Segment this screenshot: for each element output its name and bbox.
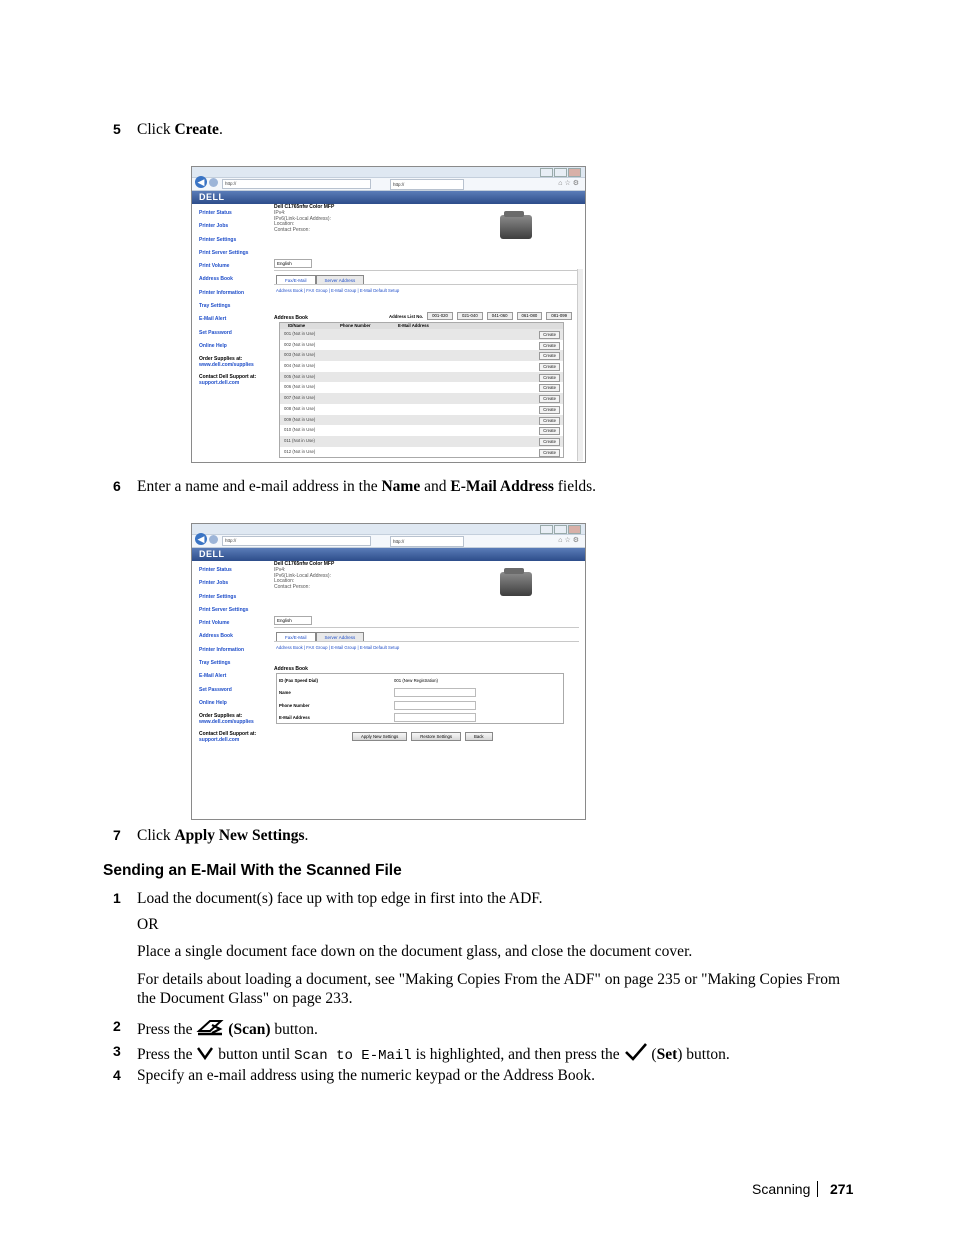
id-value: 001 (New Registration): [394, 678, 438, 683]
browser-tab: http://: [390, 179, 464, 190]
table-row: [280, 404, 563, 415]
field-label: E-Mail Address: [279, 715, 310, 720]
range-button: 081-099: [546, 312, 572, 320]
table-row: [280, 447, 563, 458]
paren-open: (: [651, 1046, 657, 1063]
sidebar: [199, 207, 271, 386]
page-number: 271: [830, 1181, 854, 1197]
row-label: 002 (Not in Use): [284, 341, 316, 347]
restore-settings-button: Restore Settings: [411, 732, 461, 741]
screenshot-address-book-list: [191, 166, 586, 463]
sidebar-item: Printer Status: [199, 567, 232, 573]
range-button: 021-040: [457, 312, 483, 320]
step-text-after: .: [218, 121, 223, 138]
table-row: [280, 329, 563, 340]
table-row: [280, 361, 563, 372]
window-titlebar: [192, 167, 585, 178]
menu-item-code: Scan to E-Mail: [294, 1048, 412, 1064]
row-label: 009 (Not in Use): [284, 416, 316, 422]
step-number: 3: [113, 1043, 121, 1059]
step-text: [137, 120, 223, 139]
sidebar-item: Online Help: [199, 342, 227, 349]
step-number: 6: [113, 478, 121, 494]
sidebar-item: Print Server Settings: [199, 606, 249, 613]
table-row: [280, 393, 563, 404]
step-text: [137, 1042, 730, 1066]
step-text: Place a single document face down on the document glass, and close the document cover.: [137, 943, 693, 960]
row-label: 008 (Not in Use): [284, 405, 316, 411]
step-text: Load the document(s) face up with top edge in first into the ADF.: [137, 890, 543, 907]
range-button: 061-080: [517, 312, 543, 320]
step-number: 4: [113, 1067, 121, 1083]
chevron-down-icon: [196, 1045, 214, 1061]
form-buttons: [352, 732, 493, 741]
product-info: [274, 562, 334, 591]
sidebar-item: Printer Jobs: [199, 580, 229, 587]
order-label: Order Supplies at:: [199, 713, 243, 720]
divider: [274, 641, 579, 642]
url-field: http://: [222, 536, 371, 546]
address-list-ranges: [389, 312, 572, 320]
product-name: Dell C1765nfw Color MFP: [274, 561, 335, 567]
table-row: [280, 372, 563, 383]
support-link: support.dell.com: [199, 380, 240, 387]
row-label: 006 (Not in Use): [284, 384, 316, 390]
address-bar: [192, 535, 585, 548]
ipv4-label: IPv4:: [274, 566, 286, 573]
table-row: [280, 415, 563, 426]
create-button: Create: [539, 352, 560, 360]
close-icon: [568, 525, 581, 534]
step-number: 5: [113, 121, 121, 137]
sidebar-item: Print Volume: [199, 620, 230, 627]
create-button: Create: [539, 395, 560, 403]
name-label: Name: [381, 478, 421, 495]
sidebar-item: Printer Settings: [199, 593, 237, 600]
support-label: Contact Dell Support at:: [199, 374, 257, 381]
tab-server-address: Server Address: [316, 275, 365, 285]
field-label: ID (Fax Speed Dial): [279, 678, 318, 683]
create-button: Create: [539, 363, 560, 371]
scan-icon: [196, 1017, 224, 1039]
contact-label: Contact Person:: [274, 584, 310, 591]
sidebar-item: Set Password: [199, 329, 232, 336]
sub-links: Address Book | FAX Group | E-Mail Group | E-Mail Default Setup: [276, 288, 400, 293]
product-name: Dell C1765nfw Color MFP: [274, 204, 335, 210]
create-button: Create: [539, 438, 560, 446]
row-label: 005 (Not in Use): [284, 373, 316, 379]
sidebar-item: Printer Settings: [199, 236, 237, 243]
footer-section: Scanning: [752, 1181, 811, 1197]
row-label: 011 (Not in Use): [284, 437, 315, 443]
range-button: 001-020: [427, 312, 453, 320]
sidebar-item: Tray Settings: [199, 303, 231, 310]
divider: [274, 270, 579, 271]
create-button: Create: [539, 449, 560, 457]
sidebar-item: Print Server Settings: [199, 249, 249, 256]
screenshot-address-book-entry: [191, 523, 586, 820]
sub-links: Address Book | FAX Group | E-Mail Group | E-Mail Default Setup: [276, 645, 400, 650]
footer-divider: [817, 1181, 818, 1197]
sidebar-item: E-Mail Alert: [199, 673, 227, 680]
dell-logo: DELL: [192, 548, 585, 561]
back-icon: ◀: [195, 533, 207, 545]
maximize-icon: [554, 525, 567, 534]
apply-new-settings-label: Apply New Settings: [174, 827, 305, 844]
toolbar-icons: ⌂☆⚙: [558, 180, 581, 187]
range-button: 041-060: [487, 312, 513, 320]
create-button: Create: [539, 417, 560, 425]
sidebar: [199, 564, 271, 743]
forward-icon: [209, 535, 218, 544]
address-table: [279, 322, 564, 458]
step-text-after: .: [304, 827, 309, 844]
col-header: Phone Number: [340, 323, 371, 328]
close-icon: [568, 168, 581, 177]
sidebar-item: Printer Status: [199, 210, 232, 216]
window-titlebar: [192, 524, 585, 535]
step-text-mid: button until: [218, 1046, 291, 1063]
row-label: 012 (Not in Use): [284, 448, 316, 454]
table-body: [280, 329, 563, 457]
sidebar-item: Address Book: [199, 276, 233, 283]
name-field: [394, 688, 476, 697]
address-book-title: Address Book: [274, 315, 308, 321]
step-text-before: Enter a name and e-mail address in the: [137, 478, 382, 495]
apply-new-settings-button: Apply New Settings: [352, 732, 407, 741]
ipv6-label: IPv6(Link-Local Address):: [274, 572, 331, 579]
step-number: 1: [113, 890, 121, 906]
minimize-icon: [540, 168, 553, 177]
sidebar-item: Set Password: [199, 686, 232, 693]
sidebar-item: E-Mail Alert: [199, 316, 227, 323]
col-header: E-Mail Address: [398, 323, 429, 328]
contact-label: Contact Person:: [274, 227, 310, 234]
step-number: 2: [113, 1018, 121, 1034]
tab-fax-email: Fax/E-Mail: [276, 632, 316, 642]
checkmark-icon: [624, 1042, 648, 1062]
create-label: Create: [174, 121, 219, 138]
support-label: Contact Dell Support at:: [199, 731, 257, 738]
field-label: Name: [279, 690, 291, 695]
table-row: [280, 425, 563, 436]
create-button: Create: [539, 342, 560, 350]
printer-icon: [500, 215, 532, 239]
back-button: Back: [465, 732, 493, 741]
order-link: www.dell.com/supplies: [199, 719, 254, 726]
step-text-before: Click: [137, 121, 175, 138]
location-label: Location:: [274, 221, 295, 228]
entry-form: [276, 673, 564, 724]
step-number: 7: [113, 827, 121, 843]
email-address-label: E-Mail Address: [450, 478, 554, 495]
minimize-icon: [540, 525, 553, 534]
divider: [274, 627, 579, 628]
table-row: [280, 340, 563, 351]
row-label: 003 (Not in Use): [284, 352, 316, 358]
step-text-before: Click: [137, 827, 175, 844]
email-address-field: [394, 713, 476, 722]
browser-tab: http://: [390, 536, 464, 547]
table-row: [280, 382, 563, 393]
step-text-before: Press the: [137, 1021, 193, 1038]
create-button: Create: [539, 374, 560, 382]
address-list-label: Address List No.: [389, 313, 424, 319]
ipv4-label: IPv4:: [274, 209, 286, 216]
ipv6-label: IPv6(Link-Local Address):: [274, 215, 331, 222]
row-label: 007 (Not in Use): [284, 395, 316, 401]
address-book-title: Address Book: [274, 666, 308, 672]
dell-logo: DELL: [192, 191, 585, 204]
step-text: Specify an e-mail address using the numeric keypad or the Address Book.: [137, 1067, 595, 1084]
scan-label: (Scan): [228, 1021, 271, 1038]
phone-number-field: [394, 701, 476, 710]
product-info: [274, 205, 334, 234]
step-text-before: Press the: [137, 1046, 193, 1063]
toolbar-icons: ⌂☆⚙: [558, 537, 581, 544]
scrollbar: [577, 269, 583, 461]
sidebar-item: Printer Information: [199, 289, 245, 296]
sidebar-item: Printer Jobs: [199, 223, 229, 230]
row-label: 004 (Not in Use): [284, 363, 316, 369]
step-text: [137, 1017, 318, 1039]
tab-server-address: Server Address: [316, 632, 365, 642]
step-text-after: button.: [686, 1046, 730, 1063]
divider: [274, 284, 579, 285]
url-field: http://: [222, 179, 371, 189]
set-label: Set: [656, 1046, 678, 1063]
table-row: [280, 350, 563, 361]
forward-icon: [209, 178, 218, 187]
step-text-after: fields.: [553, 478, 597, 495]
order-link: www.dell.com/supplies: [199, 362, 254, 369]
step-text: [137, 826, 308, 845]
address-bar: [192, 178, 585, 191]
or-text: OR: [137, 916, 159, 933]
location-label: Location:: [274, 578, 295, 585]
maximize-icon: [554, 168, 567, 177]
language-select: English: [274, 259, 312, 268]
step-text-after: button.: [274, 1021, 318, 1038]
step-text-mid2: is highlighted, and then press the: [415, 1046, 620, 1063]
sidebar-item: Print Volume: [199, 263, 230, 270]
field-label: Phone Number: [279, 703, 310, 708]
create-button: Create: [539, 331, 560, 339]
language-select: English: [274, 616, 312, 625]
step-text-mid: and: [420, 478, 451, 495]
tab-fax-email: Fax/E-Mail: [276, 275, 316, 285]
row-label: 001 (Not in Use): [284, 331, 316, 336]
step-text: For details about loading a document, see "Making Copies From the ADF" on page 235 or "Making Copies From the Document Glass" on page 233.: [137, 971, 841, 1007]
order-label: Order Supplies at:: [199, 356, 243, 363]
sidebar-item: Printer Information: [199, 646, 245, 653]
paren-close: ): [677, 1046, 683, 1063]
back-icon: ◀: [195, 176, 207, 188]
step-text: [137, 477, 596, 496]
table-row: [280, 436, 563, 447]
create-button: Create: [539, 384, 560, 392]
sidebar-item: Address Book: [199, 633, 233, 640]
col-header: ID/Name: [288, 323, 306, 328]
create-button: Create: [539, 406, 560, 414]
row-label: 010 (Not in Use): [284, 427, 316, 433]
support-link: support.dell.com: [199, 737, 240, 744]
sidebar-item: Tray Settings: [199, 660, 231, 667]
section-title: Sending an E-Mail With the Scanned File: [103, 862, 402, 879]
sidebar-item: Online Help: [199, 699, 227, 706]
create-button: Create: [539, 427, 560, 435]
printer-icon: [500, 572, 532, 596]
